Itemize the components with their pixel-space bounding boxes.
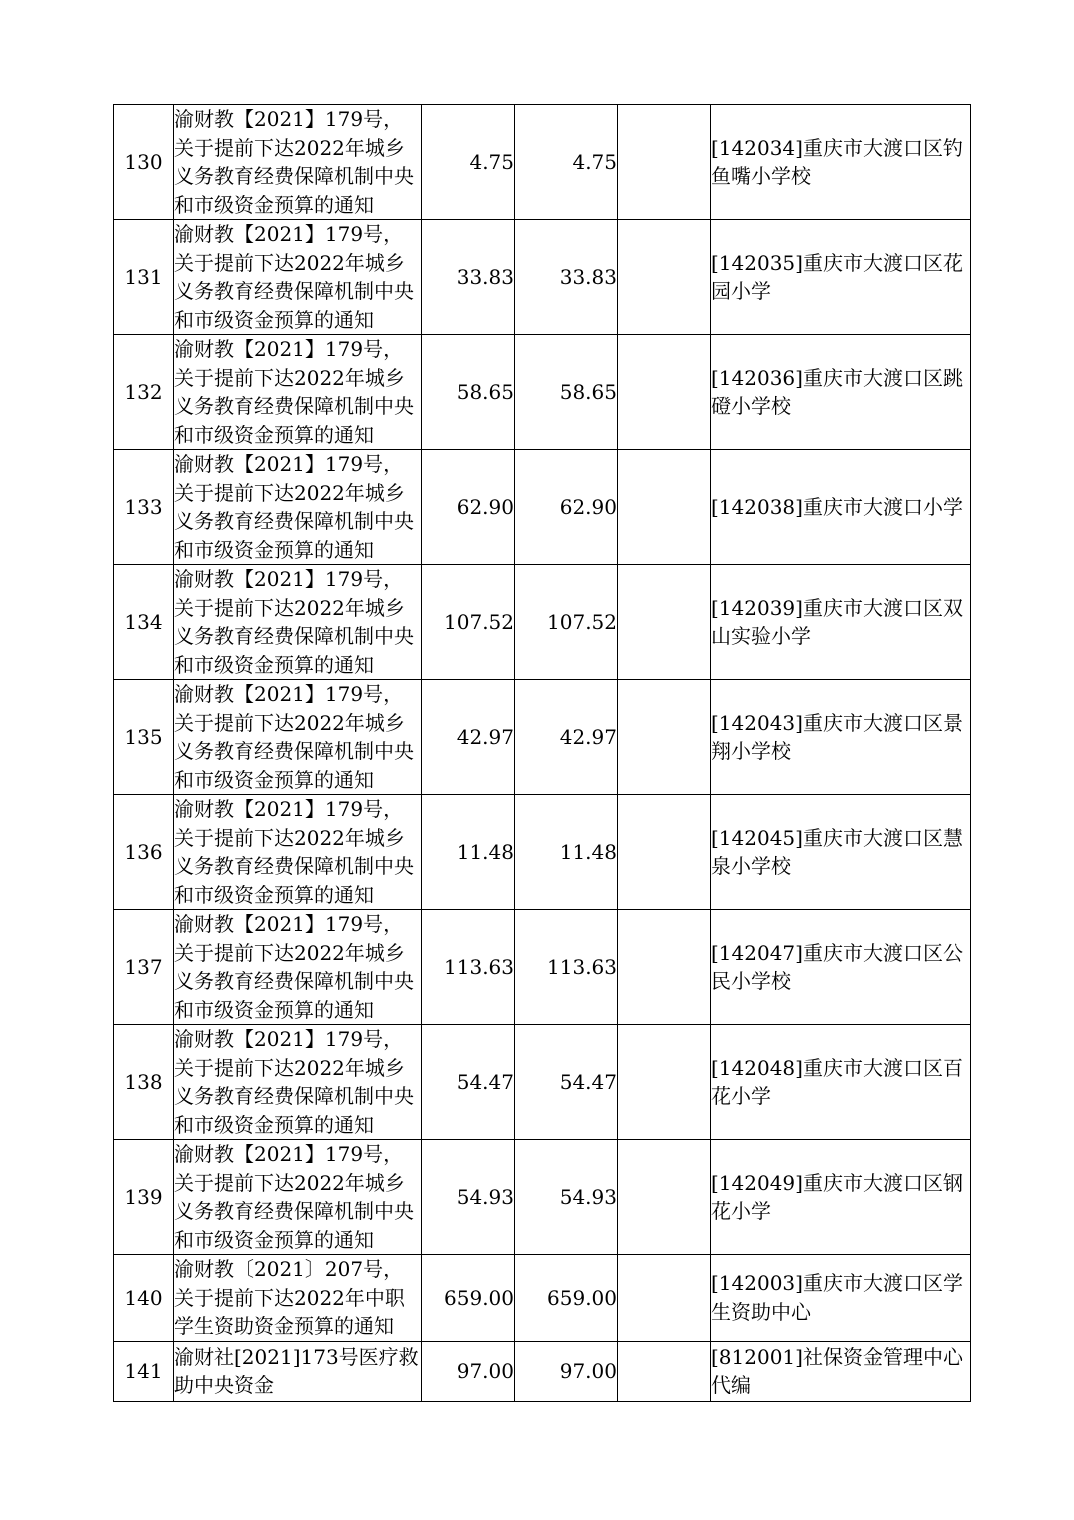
row-number: 130 [114,105,174,220]
organization-cell: [142049]重庆市大渡口区钢花小学 [711,1140,971,1255]
document-title: 渝财教【2021】179号，关于提前下达2022年城乡义务教育经费保障机制中央和市级资金预算的通知 [174,105,422,220]
empty-cell [618,220,711,335]
organization-cell: [142035]重庆市大渡口区花园小学 [711,220,971,335]
table-row [114,1025,971,1140]
empty-cell [618,795,711,910]
amount-cell: 58.65 [422,335,515,450]
amount-cell: 107.52 [515,565,618,680]
amount-cell: 62.90 [422,450,515,565]
empty-cell [618,450,711,565]
table-row [114,335,971,450]
amount-cell: 33.83 [515,220,618,335]
amount-cell: 113.63 [422,910,515,1025]
organization-cell: [142048]重庆市大渡口区百花小学 [711,1025,971,1140]
empty-cell [618,565,711,680]
organization-cell: [142047]重庆市大渡口区公民小学校 [711,910,971,1025]
document-title: 渝财教【2021】179号，关于提前下达2022年城乡义务教育经费保障机制中央和市级资金预算的通知 [174,1025,422,1140]
row-number: 138 [114,1025,174,1140]
row-number: 139 [114,1140,174,1255]
document-title: 渝财教【2021】179号，关于提前下达2022年城乡义务教育经费保障机制中央和市级资金预算的通知 [174,795,422,910]
amount-cell: 4.75 [515,105,618,220]
document-title: 渝财教〔2021〕207号，关于提前下达2022年中职学生资助资金预算的通知 [174,1255,422,1342]
document-title: 渝财社[2021]173号医疗救助中央资金 [174,1341,422,1401]
document-title: 渝财教【2021】179号，关于提前下达2022年城乡义务教育经费保障机制中央和市级资金预算的通知 [174,1140,422,1255]
amount-cell: 659.00 [515,1255,618,1342]
empty-cell [618,1341,711,1401]
organization-cell: [142036]重庆市大渡口区跳磴小学校 [711,335,971,450]
row-number: 133 [114,450,174,565]
row-number: 131 [114,220,174,335]
amount-cell: 62.90 [515,450,618,565]
empty-cell [618,1140,711,1255]
row-number: 136 [114,795,174,910]
row-number: 135 [114,680,174,795]
empty-cell [618,1255,711,1342]
organization-cell: [142045]重庆市大渡口区慧泉小学校 [711,795,971,910]
amount-cell: 54.93 [422,1140,515,1255]
organization-cell: [142043]重庆市大渡口区景翔小学校 [711,680,971,795]
table-row [114,1341,971,1401]
amount-cell: 42.97 [515,680,618,795]
row-number: 140 [114,1255,174,1342]
amount-cell: 97.00 [515,1341,618,1401]
amount-cell: 33.83 [422,220,515,335]
amount-cell: 58.65 [515,335,618,450]
organization-cell: [812001]社保资金管理中心代编 [711,1341,971,1401]
organization-cell: [142034]重庆市大渡口区钓鱼嘴小学校 [711,105,971,220]
organization-cell: [142039]重庆市大渡口区双山实验小学 [711,565,971,680]
amount-cell: 4.75 [422,105,515,220]
empty-cell [618,335,711,450]
table-row [114,680,971,795]
amount-cell: 42.97 [422,680,515,795]
document-title: 渝财教【2021】179号，关于提前下达2022年城乡义务教育经费保障机制中央和市级资金预算的通知 [174,680,422,795]
row-number: 132 [114,335,174,450]
empty-cell [618,105,711,220]
amount-cell: 107.52 [422,565,515,680]
empty-cell [618,910,711,1025]
document-title: 渝财教【2021】179号，关于提前下达2022年城乡义务教育经费保障机制中央和市级资金预算的通知 [174,335,422,450]
table-row [114,565,971,680]
amount-cell: 54.47 [422,1025,515,1140]
table-row [114,105,971,220]
amount-cell: 54.93 [515,1140,618,1255]
table-row [114,220,971,335]
amount-cell: 113.63 [515,910,618,1025]
row-number: 137 [114,910,174,1025]
amount-cell: 11.48 [422,795,515,910]
row-number: 134 [114,565,174,680]
document-title: 渝财教【2021】179号，关于提前下达2022年城乡义务教育经费保障机制中央和市级资金预算的通知 [174,910,422,1025]
document-title: 渝财教【2021】179号，关于提前下达2022年城乡义务教育经费保障机制中央和市级资金预算的通知 [174,220,422,335]
organization-cell: [142038]重庆市大渡口小学 [711,450,971,565]
document-title: 渝财教【2021】179号，关于提前下达2022年城乡义务教育经费保障机制中央和市级资金预算的通知 [174,450,422,565]
amount-cell: 11.48 [515,795,618,910]
empty-cell [618,680,711,795]
table-row [114,1255,971,1342]
organization-cell: [142003]重庆市大渡口区学生资助中心 [711,1255,971,1342]
table-row [114,1140,971,1255]
document-title: 渝财教【2021】179号，关于提前下达2022年城乡义务教育经费保障机制中央和市级资金预算的通知 [174,565,422,680]
amount-cell: 659.00 [422,1255,515,1342]
amount-cell: 97.00 [422,1341,515,1401]
amount-cell: 54.47 [515,1025,618,1140]
empty-cell [618,1025,711,1140]
table-row [114,795,971,910]
table-row [114,450,971,565]
row-number: 141 [114,1341,174,1401]
table-row [114,910,971,1025]
budget-table [113,104,971,1402]
